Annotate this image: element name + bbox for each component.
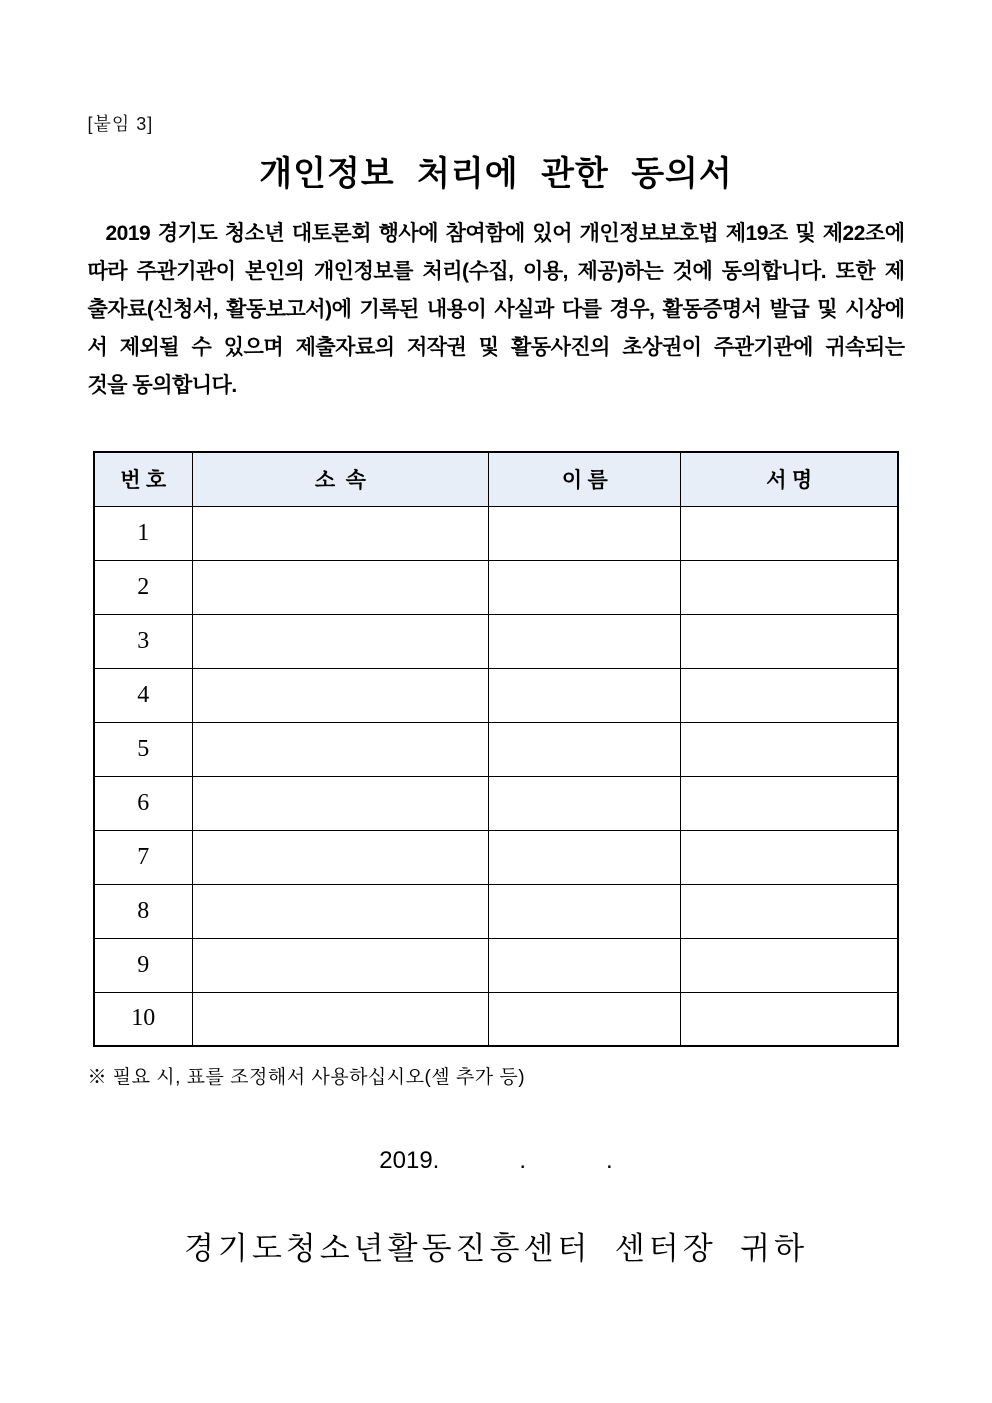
affiliation-cell <box>192 668 489 722</box>
date-line: 2019. . . <box>379 1147 613 1174</box>
affiliation-cell <box>192 992 489 1046</box>
name-cell <box>489 560 681 614</box>
affiliation-cell <box>192 938 489 992</box>
name-cell <box>489 776 681 830</box>
name-cell <box>489 884 681 938</box>
affiliation-cell <box>192 884 489 938</box>
table-row <box>94 884 898 938</box>
recipient-line: 경기도청소년활동진흥센터 센터장 귀하 <box>183 1231 809 1266</box>
signature-cell <box>681 506 898 560</box>
affiliation-cell <box>192 830 489 884</box>
page-title: 개인정보 처리에 관한 동의서 <box>259 155 733 193</box>
attachment-label: [붙임 3] <box>87 114 154 134</box>
column-header-name: 이 름 <box>489 452 681 506</box>
row-number: 10 <box>94 992 192 1046</box>
signature-cell <box>681 884 898 938</box>
signature-cell <box>681 830 898 884</box>
name-cell <box>489 992 681 1046</box>
table-row <box>94 722 898 776</box>
affiliation-cell <box>192 776 489 830</box>
paragraph-line: 출자료(신청서, 활동보고서)에 기록된 내용이 사실과 다를 경우, 활동증명서 발급 및 시상에 <box>87 298 905 321</box>
row-number: 6 <box>94 776 192 830</box>
signature-cell <box>681 560 898 614</box>
signature-cell <box>681 614 898 668</box>
table-row <box>94 560 898 614</box>
row-number: 3 <box>94 614 192 668</box>
paragraph-line: 서 제외될 수 있으며 제출자료의 저작권 및 활동사진의 초상권이 주관기관에 귀속되는 <box>87 336 905 359</box>
row-number: 2 <box>94 560 192 614</box>
table-row <box>94 992 898 1046</box>
signature-cell <box>681 776 898 830</box>
paragraph-line: 2019 경기도 청소년 대토론회 행사에 참여함에 있어 개인정보보호법 제19조 및 제22조에 <box>105 222 905 245</box>
affiliation-cell <box>192 560 489 614</box>
table-row <box>94 776 898 830</box>
affiliation-cell <box>192 506 489 560</box>
table-row <box>94 614 898 668</box>
name-cell <box>489 830 681 884</box>
table-row <box>94 506 898 560</box>
table-row <box>94 830 898 884</box>
signature-cell <box>681 938 898 992</box>
row-number: 5 <box>94 722 192 776</box>
column-header-affiliation: 소 속 <box>192 452 489 506</box>
table-row <box>94 668 898 722</box>
row-number: 9 <box>94 938 192 992</box>
row-number: 4 <box>94 668 192 722</box>
name-cell <box>489 938 681 992</box>
name-cell <box>489 614 681 668</box>
signature-table <box>93 451 899 1047</box>
document-content <box>88 0 905 1268</box>
table-note: ※ 필요 시, 표를 조정해서 사용하십시오(셀 추가 등) <box>87 1067 526 1088</box>
table-header-row <box>94 452 898 506</box>
column-header-signature: 서 명 <box>681 452 898 506</box>
signature-cell <box>681 992 898 1046</box>
paragraph-line: 것을 동의합니다. <box>87 374 237 397</box>
name-cell <box>489 668 681 722</box>
consent-paragraph <box>88 215 905 405</box>
table-row <box>94 938 898 992</box>
signature-cell <box>681 668 898 722</box>
affiliation-cell <box>192 722 489 776</box>
paragraph-line: 따라 주관기관이 본인의 개인정보를 처리(수집, 이용, 제공)하는 것에 동의합니다. 또한 제 <box>87 260 905 283</box>
row-number: 7 <box>94 830 192 884</box>
row-number: 8 <box>94 884 192 938</box>
affiliation-cell <box>192 614 489 668</box>
name-cell <box>489 506 681 560</box>
name-cell <box>489 722 681 776</box>
signature-cell <box>681 722 898 776</box>
column-header-number: 번 호 <box>94 452 192 506</box>
row-number: 1 <box>94 506 192 560</box>
